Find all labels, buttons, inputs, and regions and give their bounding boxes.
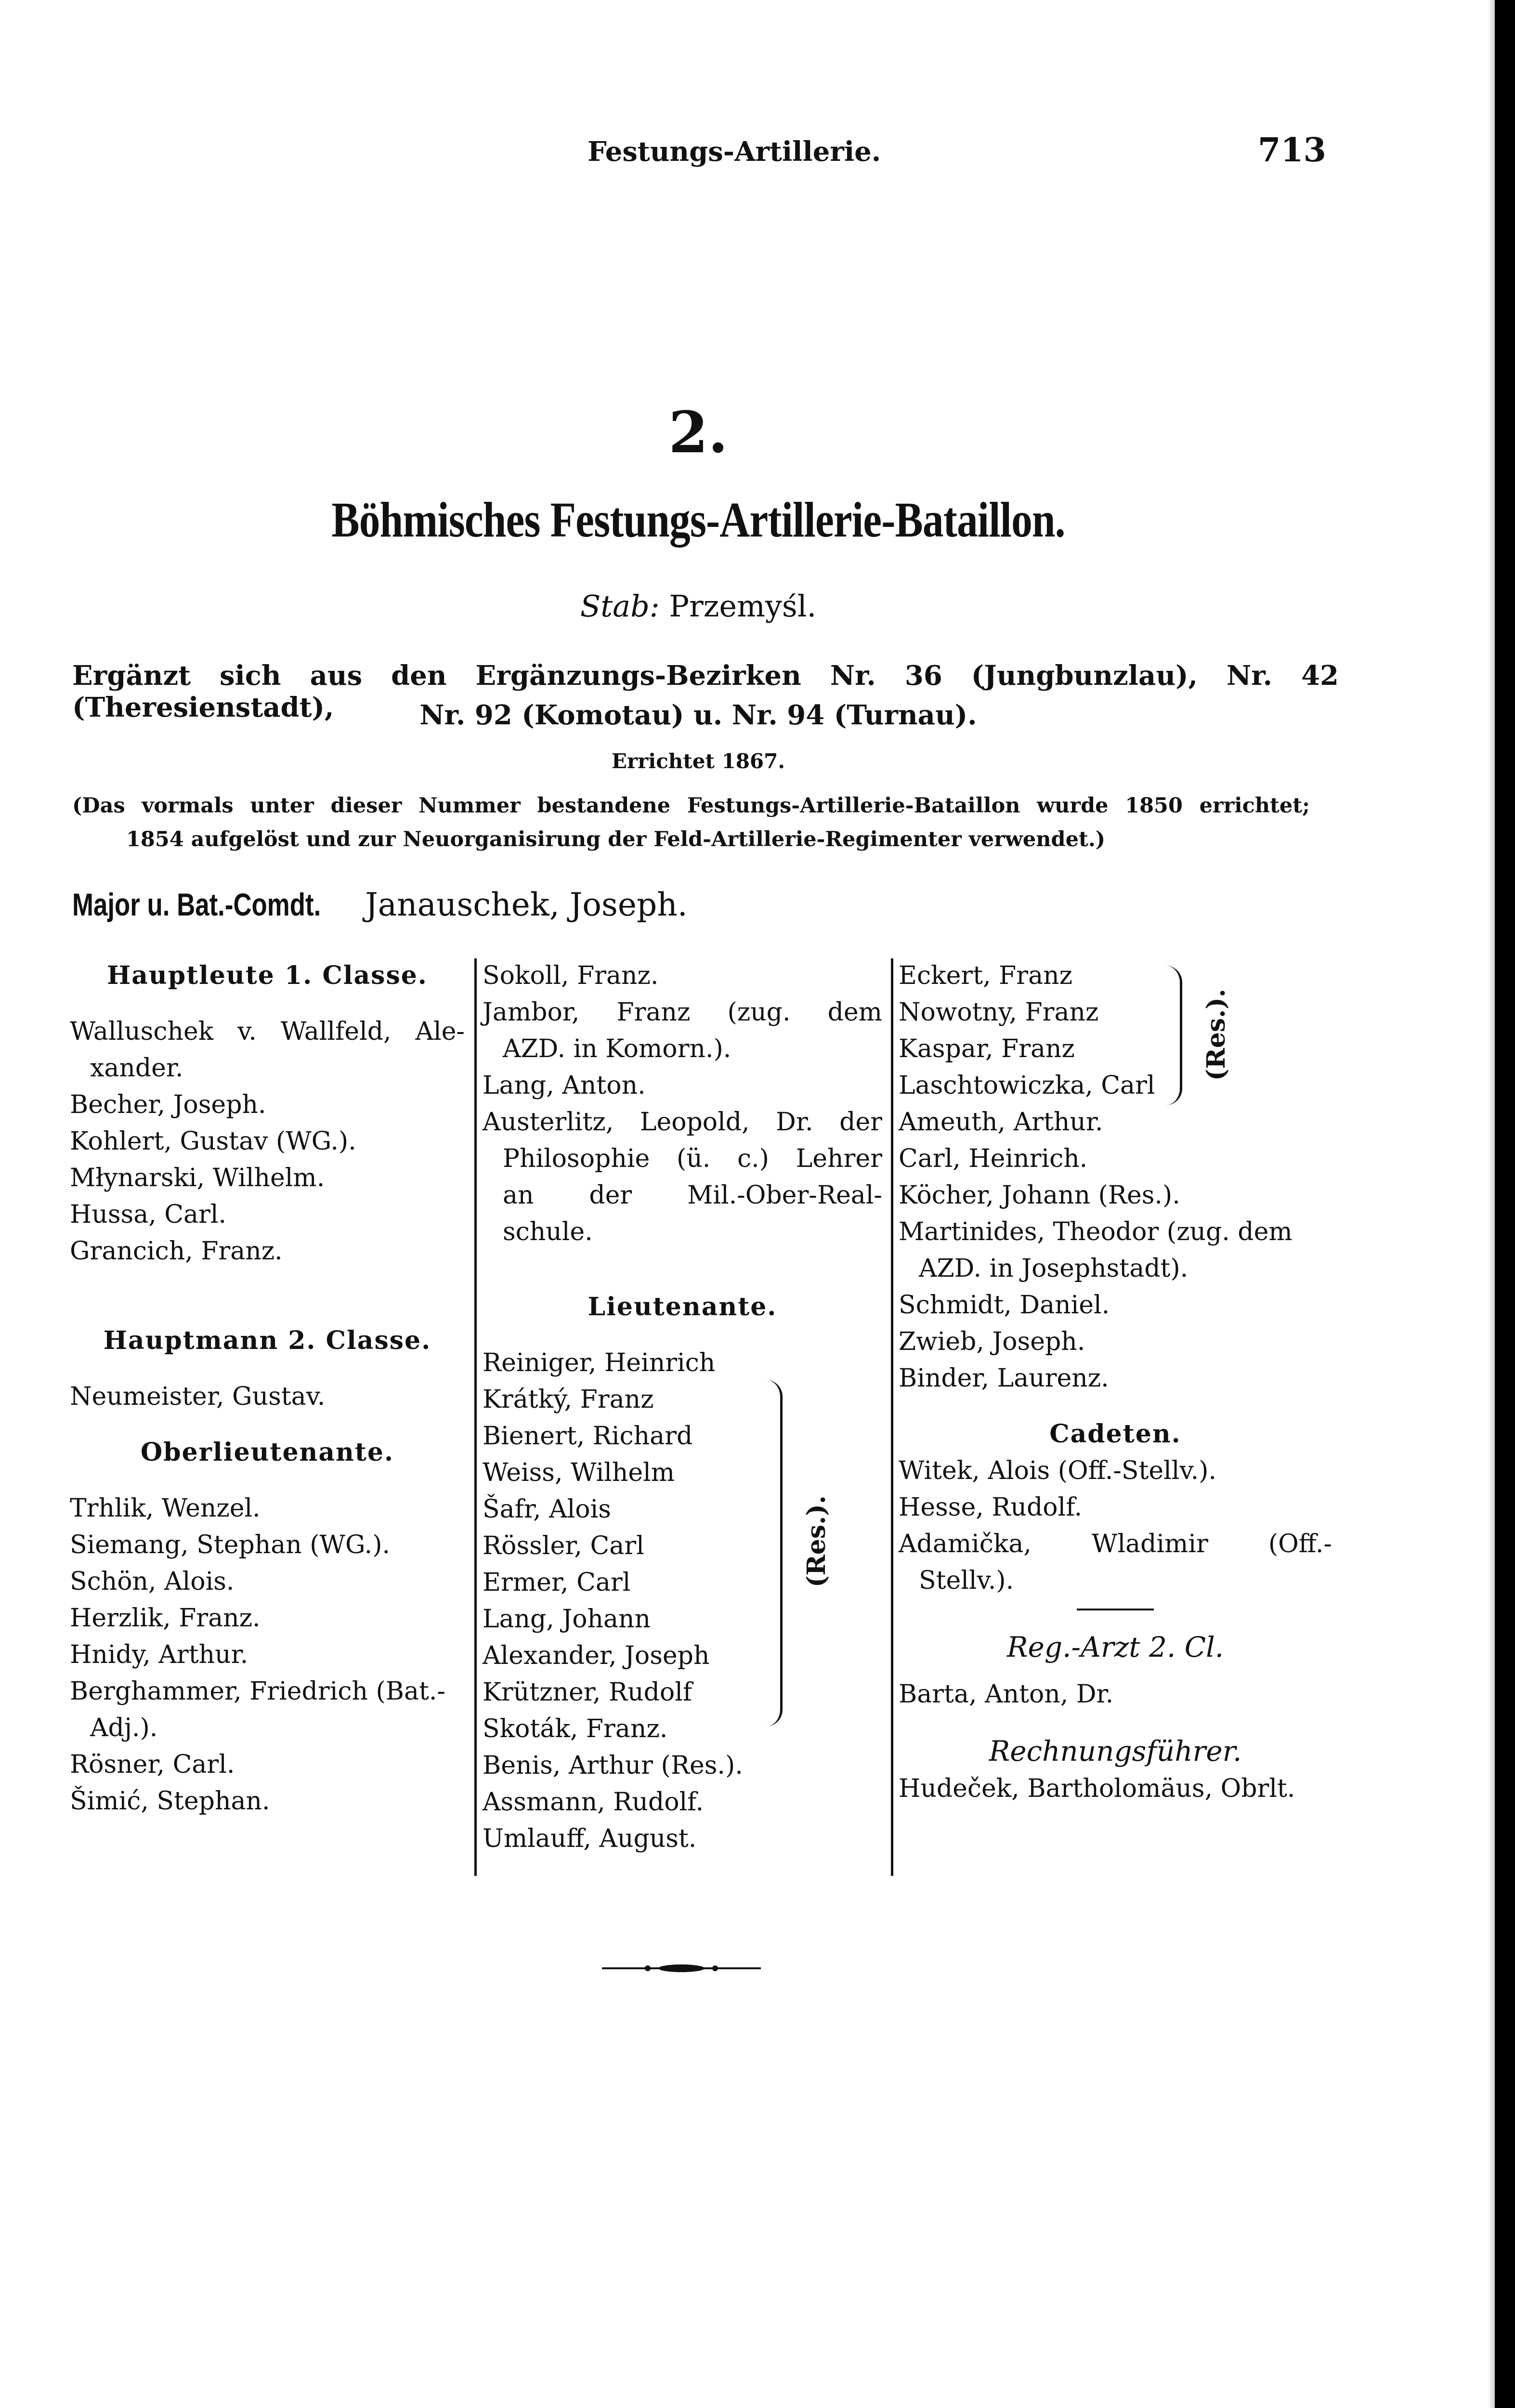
reserve-label-lieutenante: (Res.). bbox=[802, 1495, 831, 1587]
list-item: Ameuth, Arthur. bbox=[899, 1108, 1103, 1137]
errichtet-line: Errichtet 1867. bbox=[612, 749, 785, 773]
section-number: 2. bbox=[668, 399, 728, 466]
list-item: Šimić, Stephan. bbox=[70, 1787, 270, 1816]
list-item: Carl, Heinrich. bbox=[899, 1144, 1088, 1173]
note-line-1: (Das vormals unter dieser Nummer bestandene Festungs-Artillerie-Bataillon wurde 1850 errichtet; bbox=[72, 794, 1310, 818]
stab-line bbox=[0, 589, 1397, 624]
column-divider-2 bbox=[891, 958, 893, 1876]
column-1 bbox=[70, 957, 465, 1819]
list-item: Zwieb, Joseph. bbox=[899, 1327, 1085, 1356]
list-item: Skoták, Franz. bbox=[483, 1714, 668, 1743]
reserve-brace-col3 bbox=[1165, 966, 1182, 1105]
page-title: Böhmisches Festungs-Artillerie-Bataillon. bbox=[331, 492, 1065, 548]
list-item: Hudeček, Bartholomäus, Obrlt. bbox=[899, 1774, 1295, 1803]
list-item: Benis, Arthur (Res.). bbox=[483, 1751, 743, 1780]
page-edge-shadow bbox=[1488, 0, 1495, 2408]
list-item: Stellv.). bbox=[919, 1566, 1014, 1595]
page-number: 713 bbox=[1258, 131, 1326, 170]
list-item: Siemang, Stephan (WG.). bbox=[70, 1531, 391, 1559]
list-item: Witek, Alois (Off.-Stellv.). bbox=[899, 1456, 1216, 1485]
list-item: Adamička, Wladimir (Off.- bbox=[899, 1530, 1332, 1558]
reserve-label-col3: (Res.). bbox=[1202, 989, 1231, 1081]
major-role: Major u. Bat.-Comdt. bbox=[72, 887, 321, 922]
list-item: Krátký, Franz bbox=[483, 1385, 654, 1414]
heading-hauptmann-2: Hauptmann 2. Classe. bbox=[103, 1326, 431, 1355]
list-item: schule. bbox=[503, 1217, 593, 1246]
stab-place: Przemyśl. bbox=[669, 589, 817, 624]
list-item: Rösner, Carl. bbox=[70, 1750, 235, 1779]
list-item: Lang, Johann bbox=[483, 1605, 651, 1634]
list-item: Lang, Anton. bbox=[483, 1071, 646, 1100]
list-item: Sokoll, Franz. bbox=[483, 961, 659, 990]
list-item: AZD. in Komorn.). bbox=[503, 1034, 731, 1063]
reserve-brace-lieutenante bbox=[766, 1380, 783, 1727]
list-item: Reiniger, Heinrich bbox=[483, 1348, 716, 1377]
column-divider-1 bbox=[474, 958, 477, 1876]
list-item: Schmidt, Daniel. bbox=[899, 1291, 1110, 1320]
list-item: Krützner, Rudolf bbox=[483, 1678, 692, 1707]
list-item: Barta, Anton, Dr. bbox=[899, 1680, 1114, 1709]
page-edge bbox=[1495, 0, 1515, 2408]
list-item: Trhlik, Wenzel. bbox=[70, 1494, 261, 1523]
ergaenzt-line-2: Nr. 92 (Komotau) u. Nr. 94 (Turnau). bbox=[419, 699, 977, 731]
heading-oberlieutenante: Oberlieutenante. bbox=[140, 1438, 394, 1467]
list-item: Herzlik, Franz. bbox=[70, 1604, 261, 1633]
list-item: Šafr, Alois bbox=[483, 1495, 611, 1524]
list-item: AZD. in Josephstadt). bbox=[919, 1254, 1188, 1283]
list-item: Laschtowiczka, Carl bbox=[899, 1071, 1155, 1100]
heading-rechnungsfuehrer: Rechnungsführer. bbox=[989, 1735, 1242, 1767]
list-item: Alexander, Joseph bbox=[483, 1641, 710, 1670]
list-item: Neumeister, Gustav. bbox=[70, 1382, 326, 1411]
list-item: Kohlert, Gustav (WG.). bbox=[70, 1127, 356, 1156]
list-item: an der Mil.-Ober-Real- bbox=[503, 1181, 882, 1210]
heading-lieutenante: Lieutenante. bbox=[588, 1292, 777, 1322]
list-item: Eckert, Franz bbox=[899, 961, 1073, 990]
ergaenzt-line-1: Ergänzt sich aus den Ergänzungs-Bezirken Nr. 36 (Jungbunzlau), Nr. 42 (Theresienstadt), bbox=[72, 660, 1339, 723]
list-item: Adj.). bbox=[90, 1714, 158, 1742]
list-item: Hnidy, Arthur. bbox=[70, 1640, 248, 1669]
heading-reg-arzt: Reg.-Arzt 2. Cl. bbox=[1006, 1631, 1224, 1663]
running-head: Festungs-Artillerie. bbox=[588, 136, 881, 168]
list-item: Becher, Joseph. bbox=[70, 1090, 266, 1119]
list-item: Młynarski, Wilhelm. bbox=[70, 1164, 325, 1192]
list-item: Schön, Alois. bbox=[70, 1567, 235, 1596]
list-item: Ermer, Carl bbox=[483, 1568, 631, 1597]
list-item: Binder, Laurenz. bbox=[899, 1364, 1109, 1393]
list-item: Umlauff, August. bbox=[483, 1824, 697, 1853]
list-item: Köcher, Johann (Res.). bbox=[899, 1181, 1180, 1210]
heading-cadeten: Cadeten. bbox=[1049, 1419, 1181, 1449]
list-item: Bienert, Richard bbox=[483, 1422, 693, 1451]
list-item: Grancich, Franz. bbox=[70, 1237, 283, 1266]
list-item: Hussa, Carl. bbox=[70, 1200, 227, 1229]
list-item: Assmann, Rudolf. bbox=[483, 1788, 704, 1817]
column-2 bbox=[483, 957, 882, 1857]
list-item: Austerlitz, Leopold, Dr. der bbox=[483, 1108, 882, 1137]
list-item: Jambor, Franz (zug. dem bbox=[483, 998, 882, 1027]
note-line-2: 1854 aufgelöst und zur Neuorganisirung der Feld-Artillerie-Regimenter verwendet.) bbox=[126, 827, 1106, 851]
list-item: xander. bbox=[90, 1054, 183, 1083]
divider-rule bbox=[1077, 1609, 1154, 1610]
list-item: Walluschek v. Wallfeld, Ale- bbox=[70, 1017, 465, 1046]
heading-hauptleute-1: Hauptleute 1. Classe. bbox=[107, 961, 428, 990]
column-3 bbox=[899, 957, 1332, 1807]
list-item: Philosophie (ü. c.) Lehrer bbox=[503, 1144, 882, 1173]
list-item: Martinides, Theodor (zug. dem bbox=[899, 1217, 1293, 1246]
major-line bbox=[72, 886, 688, 923]
list-item: Weiss, Wilhelm bbox=[483, 1458, 675, 1487]
list-item: Hesse, Rudolf. bbox=[899, 1493, 1083, 1522]
major-name: Janauschek, Joseph. bbox=[365, 886, 688, 923]
list-item: Nowotny, Franz bbox=[899, 998, 1099, 1027]
stab-label: Stab: bbox=[580, 589, 660, 624]
list-item: Kaspar, Franz bbox=[899, 1034, 1075, 1063]
list-item: Berghammer, Friedrich (Bat.- bbox=[70, 1677, 445, 1706]
list-item: Rössler, Carl bbox=[483, 1531, 644, 1560]
end-ornament bbox=[602, 1964, 761, 1973]
